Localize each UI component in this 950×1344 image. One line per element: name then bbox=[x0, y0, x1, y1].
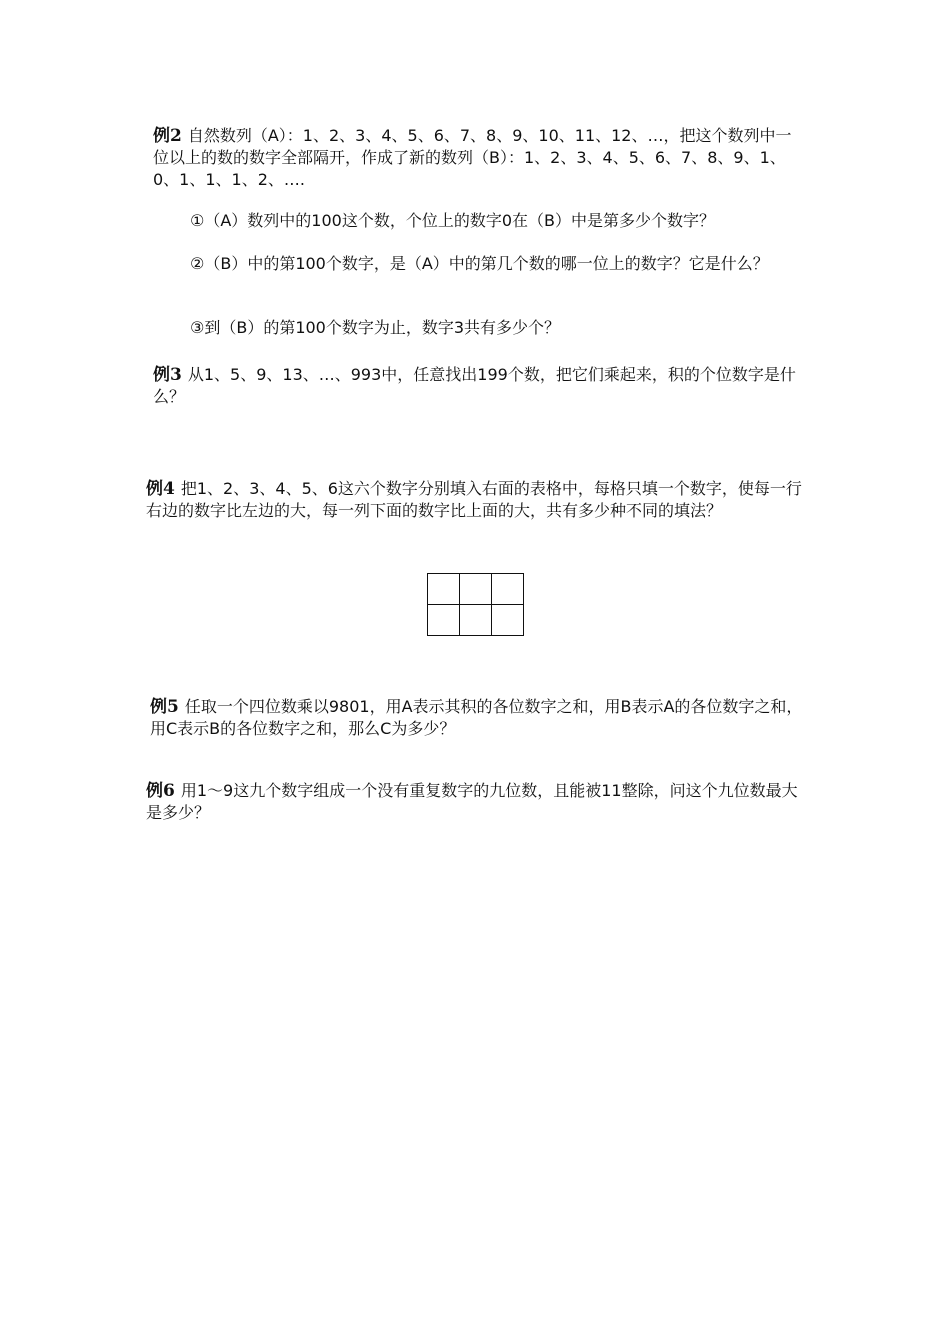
example-4-text: 把1、2、3、4、5、6这六个数字分别填入右面的表格中，每格只填一个数字，使每一行右边的数字比左边的大，每一列下面的数字比上面的大，共有多少种不同的填法？ bbox=[146, 479, 802, 520]
example-6-text: 用1～9这九个数字组成一个没有重复数字的九位数，且能被11整除，问这个九位数最大是多少？ bbox=[146, 781, 798, 822]
example-6 bbox=[146, 780, 806, 824]
example-3-text: 从1、5、9、13、…、993中，任意找出199个数，把它们乘起来，积的个位数字是什么？ bbox=[153, 365, 796, 406]
example-3 bbox=[153, 364, 803, 408]
grid-cell bbox=[428, 605, 460, 636]
example-2 bbox=[153, 125, 803, 191]
example-2-question-3: ③到（B）的第100个数字为止，数字3共有多少个？ bbox=[190, 318, 561, 337]
grid-row-1 bbox=[428, 574, 524, 605]
grid-cell bbox=[460, 605, 492, 636]
fill-in-grid bbox=[427, 573, 524, 636]
example-4 bbox=[146, 478, 806, 522]
grid-cell bbox=[492, 574, 524, 605]
example-6-label: 例6 bbox=[146, 781, 175, 801]
example-2-question-2: ②（B）中的第100个数字，是（A）中的第几个数的哪一位上的数字？它是什么？ bbox=[190, 254, 769, 273]
grid-cell bbox=[428, 574, 460, 605]
example-3-label: 例3 bbox=[153, 365, 182, 385]
grid-cell bbox=[460, 574, 492, 605]
grid-row-2 bbox=[428, 605, 524, 636]
example-5-label: 例5 bbox=[150, 697, 179, 717]
grid-cell bbox=[492, 605, 524, 636]
example-2-label: 例2 bbox=[153, 126, 182, 146]
example-2-question-1: ①（A）数列中的100这个数，个位上的数字0在（B）中是第多少个数字？ bbox=[190, 211, 715, 230]
example-5-text: 任取一个四位数乘以9801，用A表示其积的各位数字之和，用B表示A的各位数字之和，用C表示B的各位数字之和，那么C为多少？ bbox=[150, 697, 803, 738]
example-5 bbox=[150, 696, 805, 740]
example-4-label: 例4 bbox=[146, 479, 175, 499]
example-2-text: 自然数列（A）：1、2、3、4、5、6、7、8、9、10、11、12、…，把这个数列中一位以上的数的数字全部隔开，作成了新的数列（B）：1、2、3、4、5、6、7、8、9、1、0、1、1、1、2、…. bbox=[153, 126, 792, 189]
